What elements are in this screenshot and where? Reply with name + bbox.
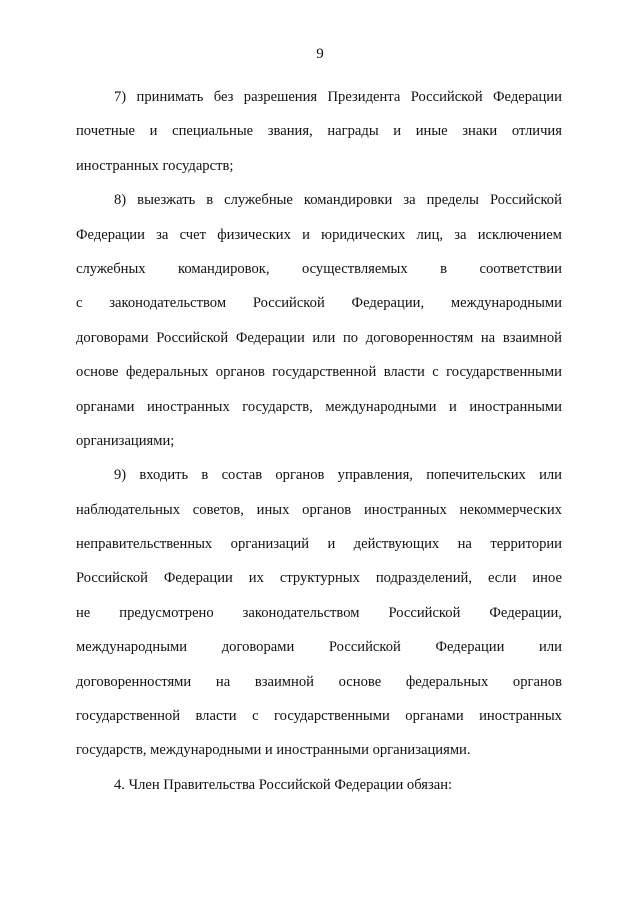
text-line: не предусмотрено законодательством Российской Федерации, xyxy=(76,604,562,621)
document-body xyxy=(76,80,562,802)
paragraph-item-8 xyxy=(76,183,562,458)
text-line: международными договорами Российской Федерации или xyxy=(76,639,562,656)
text-line: 9) входить в состав органов управления, попечительских или xyxy=(114,467,562,484)
text-line: с законодательством Российской Федерации, международными xyxy=(76,295,562,312)
paragraph-item-7 xyxy=(76,80,562,183)
text-line: 8) выезжать в служебные командировки за пределы Российской xyxy=(114,192,562,209)
text-line: договорами Российской Федерации или по договоренностям на взаимной xyxy=(76,329,562,346)
text-line: государственной власти с государственными органами иностранных xyxy=(76,708,562,725)
text-line: почетные и специальные звания, награды и иные знаки отличия xyxy=(76,123,562,140)
paragraph-item-9 xyxy=(76,458,562,768)
text-line: неправительственных организаций и действующих на территории xyxy=(76,536,562,553)
text-line: договоренностями на взаимной основе федеральных органов xyxy=(76,673,562,690)
text-line: 4. Член Правительства Российской Федерации обязан: xyxy=(114,776,453,793)
text-line: иностранных государств; xyxy=(76,157,234,174)
text-line: служебных командировок, осуществляемых в соответствии xyxy=(76,260,562,277)
text-line: органами иностранных государств, международными и иностранными xyxy=(76,398,562,415)
text-line: наблюдательных советов, иных органов иностранных некоммерческих xyxy=(76,501,562,518)
text-line: 7) принимать без разрешения Президента Российской Федерации xyxy=(114,89,562,105)
text-line: организациями; xyxy=(76,432,175,449)
text-line: основе федеральных органов государственной власти с государственными xyxy=(76,364,562,381)
text-line: государств, международными и иностранными организациями. xyxy=(76,742,471,759)
page-number: 9 xyxy=(316,46,324,62)
text-line: Российской Федерации их структурных подразделений, если иное xyxy=(76,570,562,587)
text-line: Федерации за счет физических и юридических лиц, за исключением xyxy=(76,226,562,243)
paragraph-clause-4 xyxy=(76,768,562,802)
